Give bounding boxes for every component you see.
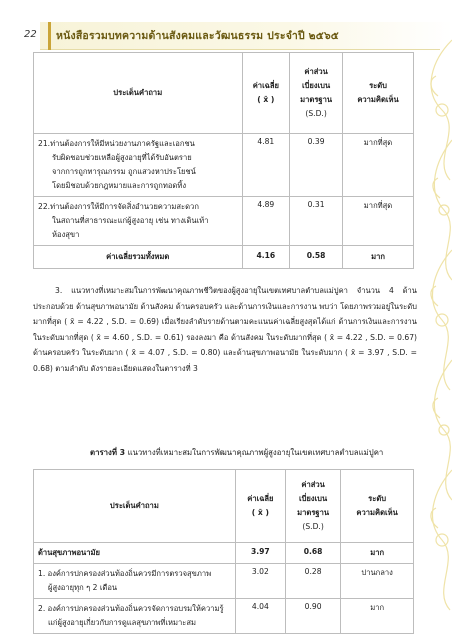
col-header-level: ระดับ ความคิดเห็น [341, 470, 414, 543]
total-level: มาก [343, 246, 414, 269]
header-rule [40, 49, 440, 50]
publication-title: หนังสือรวมบทความด้านสังคมและวัฒนธรรม ประจำปี ๒๕๖๕ [56, 30, 339, 42]
table-3-caption: ตารางที่ 3 แนวทางที่เหมาะสมในการพัฒนาคุณภาพผู้สูงอายุในเขตเทศบาลตำบลแม่ปูคา [90, 448, 384, 457]
opinion-table-continued [33, 52, 414, 269]
col-header-item: ประเด็นคำถาม [34, 53, 243, 134]
table-row [34, 197, 414, 246]
table-row [34, 599, 414, 634]
guideline-table-3 [33, 469, 414, 634]
row-mean: 4.89 [242, 197, 290, 246]
row-mean: 3.02 [235, 564, 285, 599]
row-sd: 0.31 [290, 197, 343, 246]
row-question: 1. องค์การปกครองส่วนท้องถิ่นควรมีการตรวจสุขภาพ ผู้สูงอายุทุก ๆ 2 เดือน [34, 564, 236, 599]
row-level: ปานกลาง [341, 564, 414, 599]
findings-paragraph-3: 3. แนวทางที่เหมาะสมในการพัฒนาคุณภาพชีวิตของผู้สูงอายุในเขตเทศบาลตำบลแม่ปูคา จำนวน 4 ด้าน ประกอบด้วย ด้านสุขภาพอนามัย ด้านสังคม ด้านครอบครัว และด้านการเงินและการงาน พบว่า โดยภาพรวมอยู่ในระดับมากที่สุด ( x̄ = 4.22 , S.D. = 0.69) เมื่อเรียงลำดับรายด้านตามคะแนนค่าเฉลี่ยสูงสุดได้แก่ ด้านการเงินและการงาน ในระดับมากที่สุด ( x̄ = 4.60 , S.D. = 0.61) รองลงมา คือ ด้านสังคม ในระดับมากที่สุด ( x̄ = 4.22 , S.D. = 0.67) ด้านครอบครัว ในระดับมาก ( x̄ = 4.07 , S.D. = 0.80) และด้านสุขภาพอนามัย ในระดับมาก ( x̄ = 3.97 , S.D. = 0.68) ตามลำดับ ดังรายละเอียดแสดงในตารางที่ 3 [33, 286, 417, 373]
col-header-mean: ค่าเฉลี่ย ( x̄ ) [235, 470, 285, 543]
row-question: 21.ท่านต้องการให้มีหน่วยงานภาครัฐและเอกชน รับผิดชอบช่วยเหลือผู้สูงอายุที่ได้รับอันตราย จากการถูกทารุณกรรม ถูกแสวงหาประโยชน์ โดยมิชอบด้วยกฎหมายและการถูกทอดทิ้ง [34, 134, 243, 197]
total-label: ค่าเฉลี่ยรวมทั้งหมด [34, 246, 243, 269]
row-question: 2. องค์การปกครองส่วนท้องถิ่นควรจัดการอบรมให้ความรู้ แก่ผู้สูงอายุเกี่ยวกับการดูแลสุขภาพที่เหมาะสม [34, 599, 236, 634]
row-question: 22.ท่านต้องการให้มีการจัดสิ่งอำนวยความสะดวก ในสถานที่สาธารณะแก่ผู้สูงอายุ เช่น ทางเดินเท้า ห้องสุขา [34, 197, 243, 246]
page-number: 22 [24, 29, 37, 40]
category-row [34, 543, 414, 564]
row-sd: 0.28 [285, 564, 340, 599]
table-header-row [34, 53, 414, 134]
row-sd: 0.39 [290, 134, 343, 197]
col-header-level: ระดับ ความคิดเห็น [343, 53, 414, 134]
row-mean: 4.04 [235, 599, 285, 634]
total-mean: 4.16 [242, 246, 290, 269]
table-row [34, 134, 414, 197]
category-label: ด้านสุขภาพอนามัย [34, 543, 236, 564]
header-accent-bar [48, 22, 51, 50]
col-header-mean: ค่าเฉลี่ย ( x̄ ) [242, 53, 290, 134]
row-level: มากที่สุด [343, 134, 414, 197]
total-row [34, 246, 414, 269]
col-header-item: ประเด็นคำถาม [34, 470, 236, 543]
col-header-sd: ค่าส่วน เบี่ยงเบน มาตรฐาน (S.D.) [290, 53, 343, 134]
category-sd: 0.68 [285, 543, 340, 564]
row-sd: 0.90 [285, 599, 340, 634]
row-level: มากที่สุด [343, 197, 414, 246]
table-header-row [34, 470, 414, 543]
total-sd: 0.58 [290, 246, 343, 269]
col-header-sd: ค่าส่วน เบี่ยงเบน มาตรฐาน (S.D.) [285, 470, 340, 543]
row-mean: 4.81 [242, 134, 290, 197]
table-row [34, 564, 414, 599]
row-level: มาก [341, 599, 414, 634]
category-level: มาก [341, 543, 414, 564]
floral-ornament-icon [412, 0, 452, 640]
category-mean: 3.97 [235, 543, 285, 564]
